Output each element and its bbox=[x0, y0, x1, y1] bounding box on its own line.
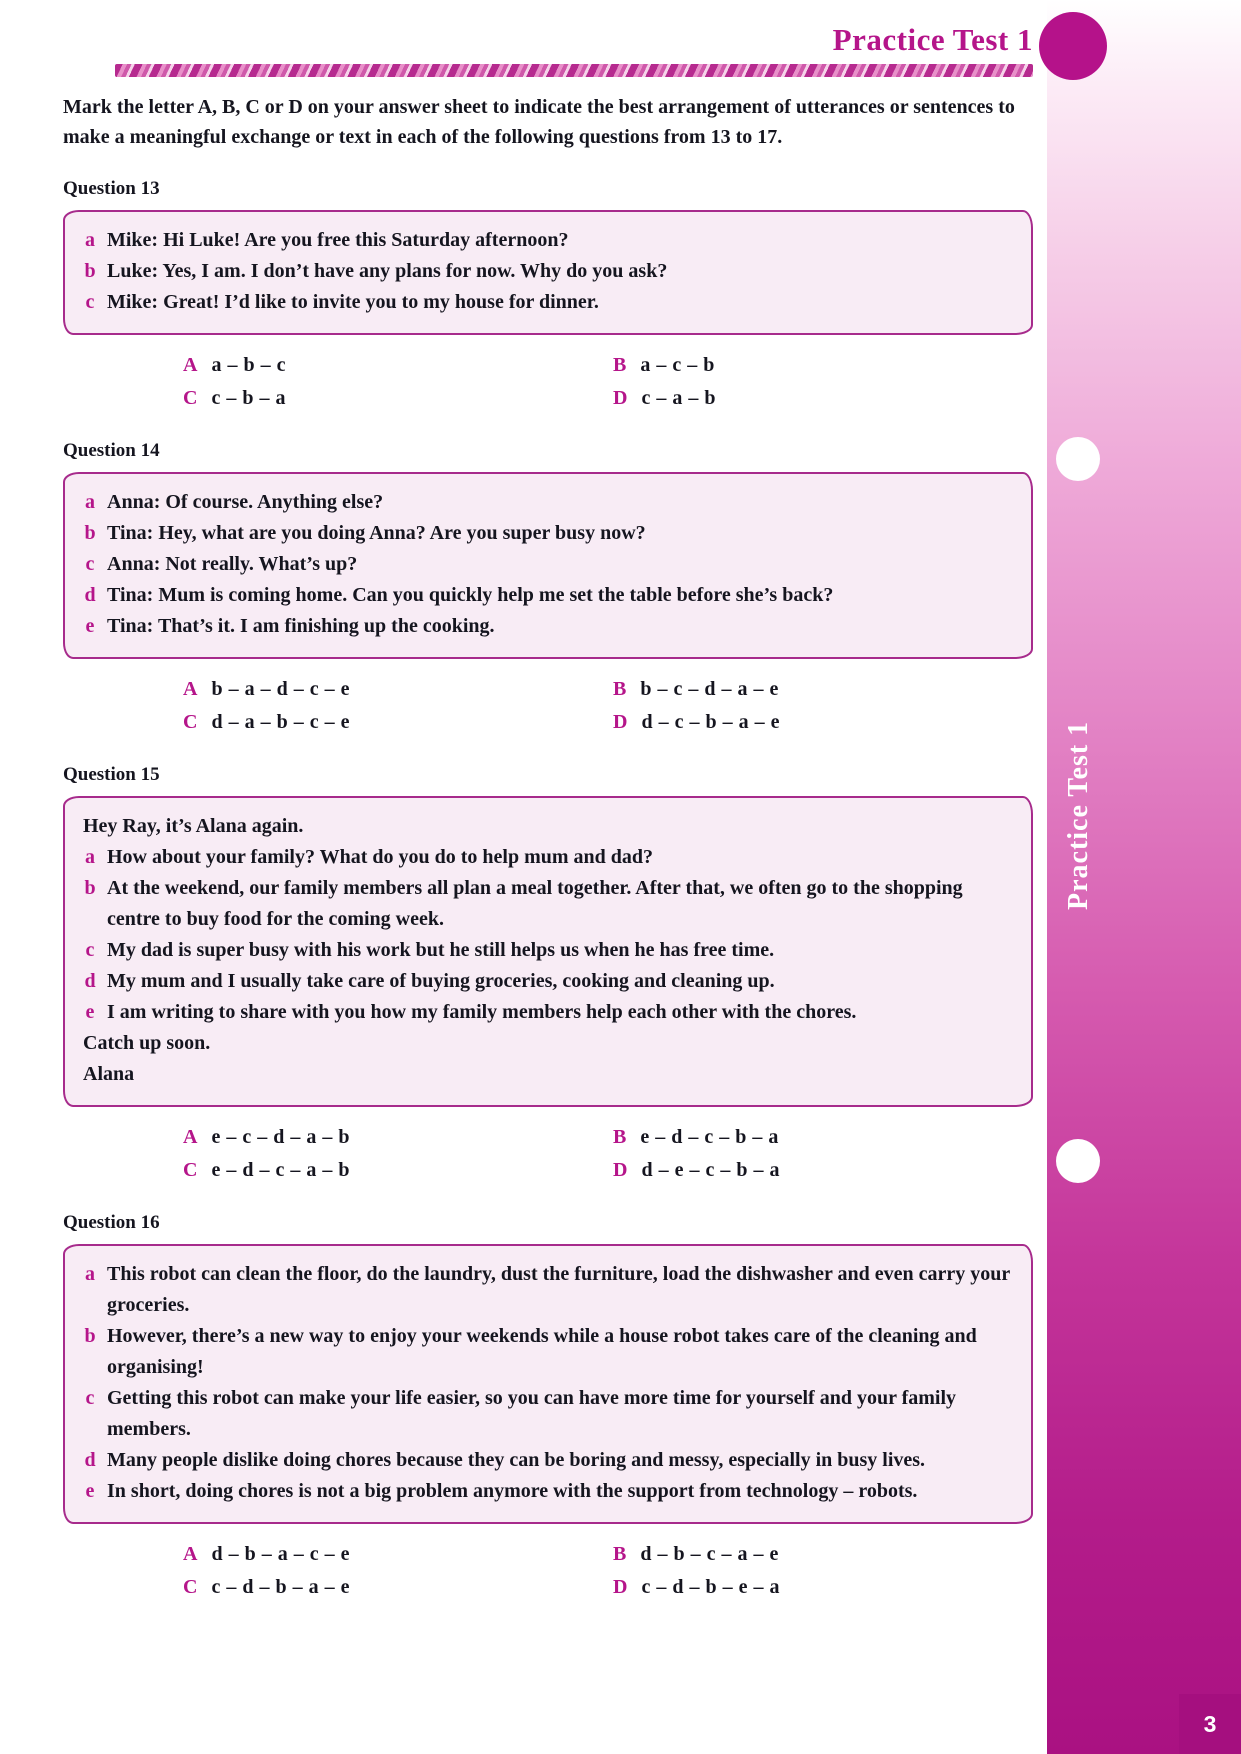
page-title: Practice Test 1 bbox=[832, 22, 1033, 57]
dialogue-item bbox=[79, 1476, 1015, 1507]
page-header bbox=[63, 22, 1033, 77]
option-D bbox=[613, 383, 1033, 414]
option-letter: A bbox=[183, 1543, 198, 1565]
dialogue-item bbox=[79, 842, 1015, 873]
dialogue-item bbox=[79, 1259, 1015, 1321]
option-letter: D bbox=[613, 711, 628, 733]
dialogue-box bbox=[63, 210, 1033, 335]
letter-greeting: Hey Ray, it’s Alana again. bbox=[83, 815, 304, 837]
dialogue-item bbox=[79, 1445, 1015, 1476]
dialogue-item bbox=[79, 487, 1015, 518]
dialogue-box bbox=[63, 472, 1033, 659]
question-13 bbox=[63, 178, 1033, 414]
option-letter: C bbox=[183, 1576, 198, 1598]
dialogue-item bbox=[79, 1383, 1015, 1445]
item-text: At the weekend, our family members all plan a meal together. After that, we often go to the shopping centre to buy food for the coming week. bbox=[107, 877, 963, 930]
question-15 bbox=[63, 764, 1033, 1186]
item-text: This robot can clean the floor, do the laundry, dust the furniture, load the dishwasher and even carry your groceries. bbox=[107, 1263, 1010, 1316]
item-letter: b bbox=[84, 522, 96, 544]
item-text: Anna: Of course. Anything else? bbox=[107, 491, 384, 513]
option-letter: B bbox=[613, 678, 627, 700]
dialogue-item bbox=[79, 549, 1015, 580]
sidebar-band bbox=[1047, 0, 1241, 1754]
item-letter: b bbox=[84, 877, 96, 899]
option-letter: A bbox=[183, 678, 198, 700]
option-letter: C bbox=[183, 1159, 198, 1181]
item-letter: e bbox=[85, 615, 95, 637]
item-letter: b bbox=[84, 1325, 96, 1347]
option-A bbox=[183, 1539, 613, 1570]
option-letter: B bbox=[613, 1543, 627, 1565]
option-C bbox=[183, 1155, 613, 1186]
option-value: c – d – b – a – e bbox=[211, 1576, 350, 1598]
item-text: Getting this robot can make your life easier, so you can have more time for yourself and your family members. bbox=[107, 1387, 957, 1440]
item-letter: c bbox=[85, 939, 95, 961]
punch-hole-circle-1 bbox=[1056, 437, 1100, 481]
option-value: e – c – d – a – b bbox=[211, 1126, 350, 1148]
item-letter: b bbox=[84, 260, 96, 282]
item-text: Tina: That’s it. I am finishing up the cooking. bbox=[107, 615, 495, 637]
option-letter: D bbox=[613, 1159, 628, 1181]
dialogue-item bbox=[79, 518, 1015, 549]
item-letter: d bbox=[84, 584, 96, 606]
option-B bbox=[613, 1539, 1033, 1570]
option-letter: D bbox=[613, 1576, 628, 1598]
option-letter: B bbox=[613, 1126, 627, 1148]
item-letter: a bbox=[85, 229, 95, 251]
item-text: Luke: Yes, I am. I don’t have any plans for now. Why do you ask? bbox=[107, 260, 668, 282]
item-text: Tina: Mum is coming home. Can you quickly help me set the table before she’s back? bbox=[107, 584, 834, 606]
option-letter: D bbox=[613, 387, 628, 409]
item-letter: e bbox=[85, 1001, 95, 1023]
option-value: b – a – d – c – e bbox=[211, 678, 350, 700]
item-letter: d bbox=[84, 970, 96, 992]
punch-hole-circle-2 bbox=[1056, 1139, 1100, 1183]
item-text: Many people dislike doing chores because they can be boring and messy, especially in busy lives. bbox=[107, 1449, 926, 1471]
option-letter: C bbox=[183, 387, 198, 409]
option-A bbox=[183, 350, 613, 381]
dialogue-item bbox=[79, 935, 1015, 966]
item-text: Mike: Hi Luke! Are you free this Saturday afternoon? bbox=[107, 229, 569, 251]
option-letter: A bbox=[183, 354, 198, 376]
question-label: Question 16 bbox=[63, 1212, 160, 1233]
option-value: c – a – b bbox=[641, 387, 716, 409]
header-stripe-bar bbox=[115, 64, 1033, 77]
question-label: Question 14 bbox=[63, 440, 160, 461]
option-D bbox=[613, 707, 1033, 738]
question-label: Question 13 bbox=[63, 178, 160, 199]
option-B bbox=[613, 350, 1033, 381]
item-letter: d bbox=[84, 1449, 96, 1471]
option-A bbox=[183, 1122, 613, 1153]
option-A bbox=[183, 674, 613, 705]
option-letter: C bbox=[183, 711, 198, 733]
option-value: d – a – b – c – e bbox=[211, 711, 350, 733]
option-D bbox=[613, 1155, 1033, 1186]
question-14 bbox=[63, 440, 1033, 738]
letter-signature: Alana bbox=[83, 1063, 135, 1085]
option-value: d – e – c – b – a bbox=[641, 1159, 780, 1181]
option-value: d – b – c – a – e bbox=[640, 1543, 779, 1565]
item-text: In short, doing chores is not a big problem anymore with the support from technology – robots. bbox=[107, 1480, 918, 1502]
option-value: a – c – b bbox=[640, 354, 715, 376]
answer-options bbox=[183, 1539, 1033, 1603]
option-letter: A bbox=[183, 1126, 198, 1148]
letter-signoff: Catch up soon. bbox=[83, 1032, 211, 1054]
dialogue-item bbox=[79, 580, 1015, 611]
option-letter: B bbox=[613, 354, 627, 376]
answer-options bbox=[183, 350, 1033, 414]
option-B bbox=[613, 1122, 1033, 1153]
option-C bbox=[183, 383, 613, 414]
item-text: My dad is super busy with his work but he still helps us when he has free time. bbox=[107, 939, 775, 961]
dialogue-item bbox=[79, 611, 1015, 642]
dialogue-item bbox=[79, 256, 1015, 287]
item-text: How about your family? What do you do to help mum and dad? bbox=[107, 846, 654, 868]
item-letter: a bbox=[85, 1263, 95, 1285]
option-value: e – d – c – a – b bbox=[211, 1159, 350, 1181]
item-letter: c bbox=[85, 553, 95, 575]
answer-options bbox=[183, 674, 1033, 738]
option-value: a – b – c bbox=[211, 354, 286, 376]
item-text: My mum and I usually take care of buying groceries, cooking and cleaning up. bbox=[107, 970, 775, 992]
dialogue-box bbox=[63, 1244, 1033, 1524]
item-text: Tina: Hey, what are you doing Anna? Are you super busy now? bbox=[107, 522, 646, 544]
question-16 bbox=[63, 1212, 1033, 1603]
dialogue-item bbox=[79, 997, 1015, 1028]
page-number: 3 bbox=[1179, 1694, 1241, 1754]
item-letter: e bbox=[85, 1480, 95, 1502]
question-label: Question 15 bbox=[63, 764, 160, 785]
option-D bbox=[613, 1572, 1033, 1603]
item-letter: a bbox=[85, 491, 95, 513]
option-B bbox=[613, 674, 1033, 705]
item-text: Mike: Great! I’d like to invite you to my house for dinner. bbox=[107, 291, 599, 313]
dialogue-item bbox=[79, 287, 1015, 318]
instructions: Mark the letter A, B, C or D on your answer sheet to indicate the best arrangement of utterances or sentences to make a meaningful exchange or text in each of the following questions from 13 to 17. bbox=[63, 96, 1015, 148]
option-value: e – d – c – b – a bbox=[640, 1126, 779, 1148]
dialogue-item bbox=[79, 873, 1015, 935]
option-value: d – c – b – a – e bbox=[641, 711, 780, 733]
item-letter: c bbox=[85, 291, 95, 313]
dialogue-box bbox=[63, 796, 1033, 1107]
option-value: d – b – a – c – e bbox=[211, 1543, 350, 1565]
option-value: c – d – b – e – a bbox=[641, 1576, 780, 1598]
dialogue-item bbox=[79, 225, 1015, 256]
content bbox=[63, 0, 1033, 1603]
dialogue-item bbox=[79, 966, 1015, 997]
item-text: Anna: Not really. What’s up? bbox=[107, 553, 358, 575]
item-text: I am writing to share with you how my family members help each other with the chores. bbox=[107, 1001, 857, 1023]
answer-options bbox=[183, 1122, 1033, 1186]
option-value: c – b – a bbox=[211, 387, 286, 409]
dialogue-item bbox=[79, 1321, 1015, 1383]
item-letter: c bbox=[85, 1387, 95, 1409]
option-value: b – c – d – a – e bbox=[640, 678, 779, 700]
option-C bbox=[183, 707, 613, 738]
item-text: However, there’s a new way to enjoy your weekends while a house robot takes care of the cleaning and organising! bbox=[107, 1325, 977, 1378]
corner-circle-decoration bbox=[1039, 12, 1107, 80]
sidebar-vertical-title: Practice Test 1 bbox=[1063, 720, 1094, 910]
item-letter: a bbox=[85, 846, 95, 868]
option-C bbox=[183, 1572, 613, 1603]
